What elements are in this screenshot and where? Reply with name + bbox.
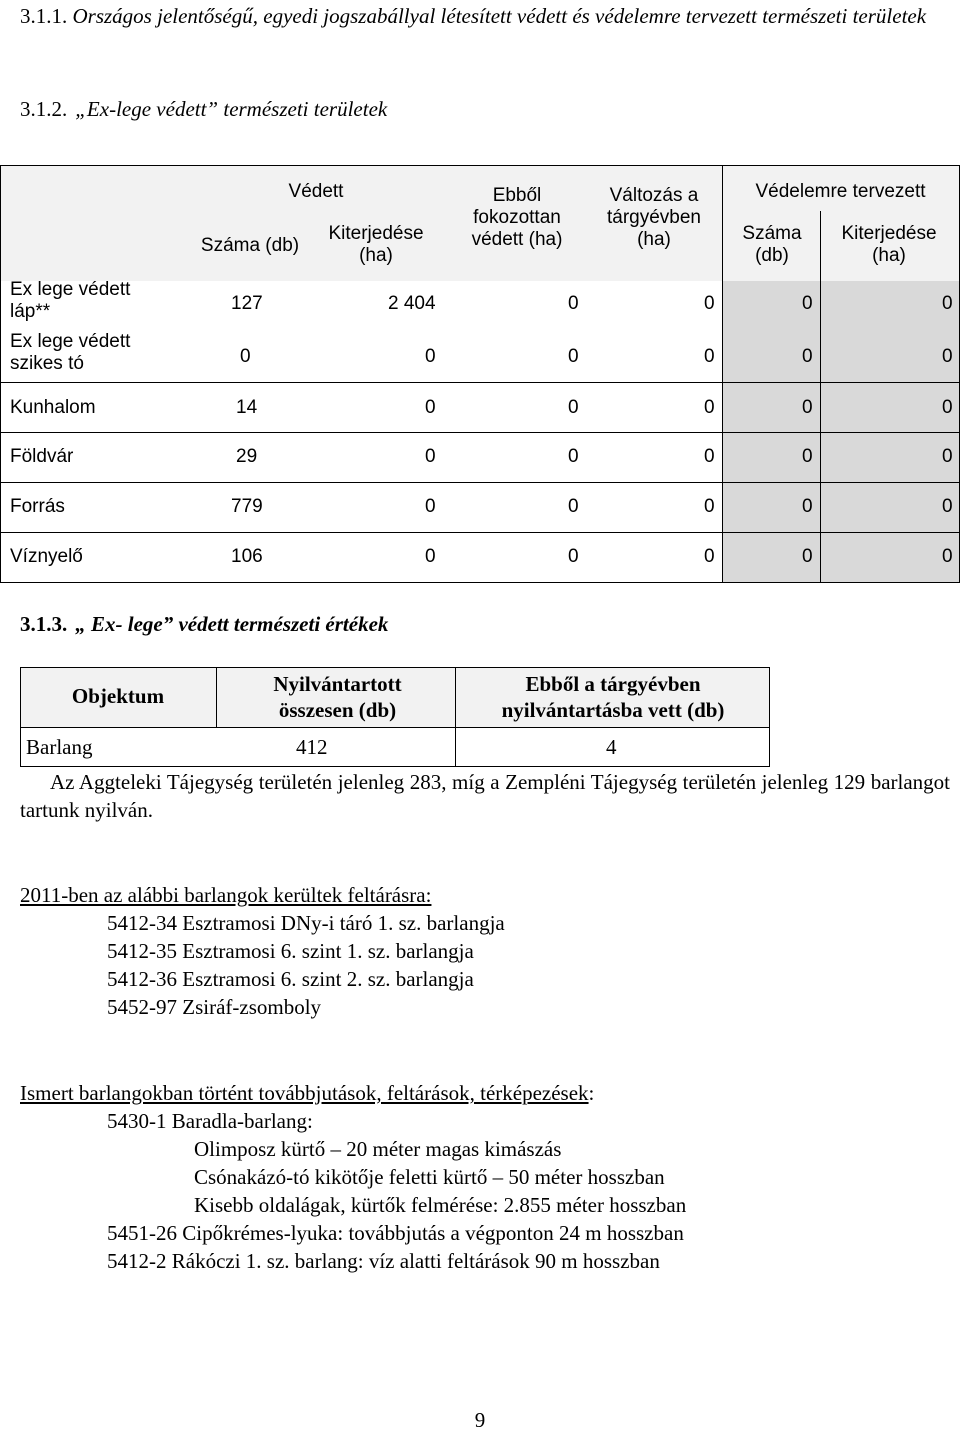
cell-value: 0 — [704, 546, 715, 567]
header-ebbol-targyevben: Ebből a tárgyévben nyilvántartásba vett (db) — [501, 672, 725, 722]
header-szama: Száma (db) — [200, 235, 300, 256]
row-label-forras: Forrás — [10, 496, 65, 517]
cell-value: 0 — [704, 346, 715, 367]
cell-value: 0 — [425, 397, 436, 418]
cave-count-table — [20, 667, 770, 767]
cell-value: 0 — [568, 293, 579, 314]
heading-3-1-2 — [20, 97, 387, 122]
cell-value: 0 — [568, 446, 579, 467]
cell-value: 779 — [231, 496, 263, 517]
grid-line — [216, 667, 217, 728]
grid-line — [0, 532, 960, 533]
grid-line — [0, 582, 960, 583]
grid-line — [0, 165, 1, 583]
header-v-szama: Száma (db) — [742, 223, 802, 266]
cell-value: 0 — [568, 346, 579, 367]
row-label-barlang: Barlang — [26, 735, 93, 759]
cell-value: 0 — [942, 446, 953, 467]
progress-title — [20, 1079, 594, 1107]
heading-number: 3.1.1. — [20, 4, 68, 28]
heading-title: „Ex-lege védett” természeti területek — [75, 97, 388, 121]
heading-title: „ Ex- lege” védett természeti értékek — [75, 612, 389, 636]
row-label-foldvar: Földvár — [10, 446, 74, 467]
list-item: 5430-1 Baradla-barlang: — [107, 1109, 313, 1133]
grid-line — [0, 382, 960, 383]
cell-value: 2 404 — [388, 293, 436, 314]
cell-value: 0 — [802, 346, 813, 367]
cell-value: 14 — [236, 397, 258, 418]
list-item: 5412-36 Esztramosi 6. szint 2. sz. barlangja — [107, 967, 474, 991]
cave-count-paragraph: Az Aggteleki Tájegység területén jelenleg 283, míg a Zempléni Tájegység területén jelenleg 129 barlangot tartunk nyilván. — [20, 770, 950, 822]
cell-value: 0 — [802, 293, 813, 314]
cell-value: 127 — [231, 293, 263, 314]
cell-value: 0 — [704, 496, 715, 517]
cell-value: 0 — [568, 397, 579, 418]
header-v-kiterjedese: Kiterjedése (ha) — [841, 223, 937, 266]
header-vedelemre: Védelemre tervezett — [755, 181, 926, 202]
cell-value: 0 — [942, 496, 953, 517]
grid-line — [0, 165, 960, 166]
header-vedett: Védett — [288, 181, 344, 202]
header-valtozas: Változás a tárgyévben (ha) — [606, 185, 701, 250]
page-number: 9 — [474, 1408, 486, 1432]
cell-value: 29 — [236, 446, 258, 467]
grid-line — [0, 432, 960, 433]
cell-value: 0 — [802, 446, 813, 467]
header-objektum: Objektum — [71, 684, 165, 708]
cell-value: 0 — [425, 446, 436, 467]
cell-value: 0 — [704, 397, 715, 418]
cell-value: 0 — [568, 496, 579, 517]
cell-value: 106 — [231, 546, 263, 567]
cell-value: 0 — [802, 546, 813, 567]
cell-value: 0 — [802, 496, 813, 517]
heading-3-1-1 — [20, 3, 940, 29]
ex-lege-areas-table — [0, 165, 960, 583]
cell-value: 0 — [425, 346, 436, 367]
row-label-viznyelo: Víznyelő — [10, 546, 83, 567]
cell-value: 0 — [942, 293, 953, 314]
cell-value: 0 — [704, 446, 715, 467]
header-kiterjedese: Kiterjedése (ha) — [328, 223, 424, 266]
cell-value: 0 — [240, 346, 251, 367]
header-nyilvantartott: Nyilvántartott összesen (db) — [273, 672, 402, 722]
cell-value: 0 — [568, 546, 579, 567]
sub-list-item: Kisebb oldalágak, kürtők felmérése: 2.855 méter hosszban — [194, 1193, 687, 1217]
sub-list-item: Olimposz kürtő – 20 méter magas kimászás — [194, 1137, 562, 1161]
row-label-kunhalom: Kunhalom — [10, 397, 96, 418]
list-item: 5452-97 Zsiráf-zsomboly — [107, 995, 322, 1019]
cell-value: 0 — [425, 546, 436, 567]
sub-list-item: Csónakázó-tó kikötője feletti kürtő – 50 méter hosszban — [194, 1165, 665, 1189]
progress-title-colon: : — [588, 1081, 595, 1105]
cell-value: 0 — [942, 397, 953, 418]
cell-value: 0 — [942, 546, 953, 567]
cell-value: 0 — [704, 293, 715, 314]
list-item: 5412-2 Rákóczi 1. sz. barlang: víz alatti feltárások 90 m hosszban — [107, 1249, 660, 1273]
heading-number: 3.1.2. — [20, 97, 68, 121]
table-row — [20, 727, 770, 767]
heading-title: Országos jelentőségű, egyedi jogszabállyal létesített védett és védelemre tervezett természeti területek — [72, 4, 927, 28]
grid-line — [722, 165, 723, 583]
heading-3-1-3 — [20, 612, 388, 637]
grid-line — [0, 482, 960, 483]
progress-title-text: Ismert barlangokban történt továbbjutások, feltárások, térképezések — [20, 1081, 589, 1105]
list-item: 5412-35 Esztramosi 6. szint 1. sz. barlangja — [107, 939, 474, 963]
cell-value: 0 — [802, 397, 813, 418]
excavations-2011-title: 2011-ben az alábbi barlangok kerültek feltárásra: — [20, 883, 432, 907]
cell-value: 412 — [296, 735, 328, 759]
row-label-lap: Ex lege védett láp** — [10, 279, 131, 322]
cell-value: 0 — [942, 346, 953, 367]
list-item: 5412-34 Esztramosi DNy-i táró 1. sz. barlangja — [107, 911, 505, 935]
heading-number: 3.1.3. — [20, 612, 68, 636]
grid-line — [820, 211, 821, 583]
header-ebbol: Ebből fokozottan védett (ha) — [471, 185, 563, 250]
cell-value: 4 — [606, 735, 617, 759]
cell-value: 0 — [425, 496, 436, 517]
row-label-szikes-to: Ex lege védett szikes tó — [10, 331, 131, 374]
list-item: 5451-26 Cipőkrémes-lyuka: továbbjutás a végponton 24 m hosszban — [107, 1221, 684, 1245]
